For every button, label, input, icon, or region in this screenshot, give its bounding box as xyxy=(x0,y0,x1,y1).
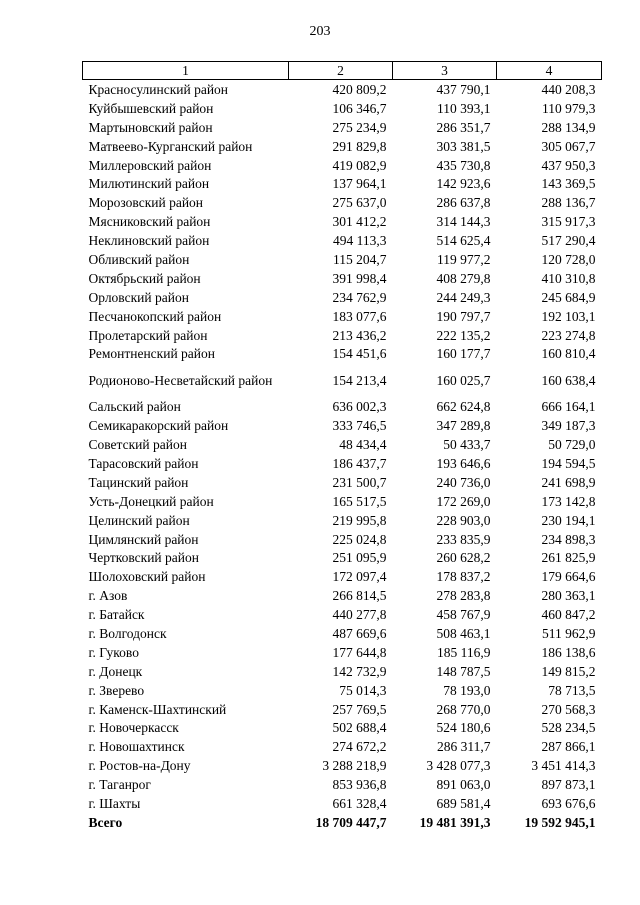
value-col-3: 193 646,6 xyxy=(436,455,491,471)
value-col-4: 3 451 414,3 xyxy=(531,758,596,774)
territory-name: Милютинский район xyxy=(88,176,210,192)
value-col-2: 440 277,8 xyxy=(332,607,387,623)
value-col-3: 119 977,2 xyxy=(437,251,491,267)
value-col-4: 897 873,1 xyxy=(541,777,596,793)
value-col-2: 251 095,9 xyxy=(332,550,387,566)
table-row xyxy=(83,397,602,416)
table-row xyxy=(83,454,602,473)
value-col-4: 270 568,3 xyxy=(541,701,596,717)
value-col-3: 185 116,9 xyxy=(437,644,491,660)
column-header-4: 4 xyxy=(497,62,602,80)
value-col-4: 288 134,9 xyxy=(541,119,596,135)
value-col-4: 528 234,5 xyxy=(541,720,596,736)
value-col-2: 420 809,2 xyxy=(332,81,387,97)
value-col-3: 50 433,7 xyxy=(443,437,491,453)
value-col-2: 257 769,5 xyxy=(332,701,387,717)
value-col-4: 693 676,6 xyxy=(541,796,596,811)
table-row xyxy=(83,326,602,345)
table-row xyxy=(83,700,602,719)
territory-name: г. Волгодонск xyxy=(88,625,167,641)
territory-name: г. Новочеркасск xyxy=(88,720,179,736)
table-row xyxy=(83,231,602,250)
value-col-3: 286 637,8 xyxy=(436,195,491,211)
territory-name: г. Новошахтинск xyxy=(88,739,185,755)
territory-name: Красносулинский район xyxy=(88,81,229,97)
value-col-2: 234 762,9 xyxy=(332,289,387,305)
territory-name: г. Донецк xyxy=(88,663,143,679)
value-col-4: 50 729,0 xyxy=(548,437,596,453)
value-col-4: 280 363,1 xyxy=(541,588,596,604)
value-col-2: 636 002,3 xyxy=(332,399,387,415)
total-row xyxy=(83,813,602,832)
table-row xyxy=(83,756,602,775)
table-header xyxy=(83,62,602,80)
value-col-3: 110 393,1 xyxy=(437,100,491,116)
value-col-3: 286 351,7 xyxy=(436,119,491,135)
value-col-3: 278 283,8 xyxy=(436,588,491,604)
territory-name: Ремонтненский район xyxy=(88,346,215,362)
table-row xyxy=(83,99,602,118)
value-col-4: 511 962,9 xyxy=(542,625,596,641)
header-row xyxy=(83,62,602,80)
value-col-3: 244 249,3 xyxy=(436,289,491,305)
value-col-2: 301 412,2 xyxy=(332,214,387,230)
value-col-2: 183 077,6 xyxy=(332,308,387,324)
value-col-3: 240 736,0 xyxy=(436,474,491,490)
territory-name: Сальский район xyxy=(88,399,181,415)
territory-name: Пролетарский район xyxy=(88,327,208,343)
table-row xyxy=(83,473,602,492)
value-col-2: 18 709 447,7 xyxy=(315,814,387,830)
value-col-3: 160 025,7 xyxy=(436,372,491,388)
value-col-4: 179 664,6 xyxy=(541,569,596,585)
value-col-2: 494 113,3 xyxy=(333,233,387,249)
value-col-4: 460 847,2 xyxy=(541,607,596,623)
table-row xyxy=(83,416,602,435)
territory-name: Песчанокопский район xyxy=(88,308,222,324)
table-row xyxy=(83,250,602,269)
territory-name: г. Каменск-Шахтинский xyxy=(88,701,227,717)
table-row xyxy=(83,137,602,156)
value-col-4: 186 138,6 xyxy=(541,644,596,660)
value-col-4: 192 103,1 xyxy=(541,308,596,324)
value-col-3: 514 625,4 xyxy=(436,233,491,249)
value-col-4: 120 728,0 xyxy=(541,251,596,267)
value-col-2: 661 328,4 xyxy=(332,796,387,811)
value-col-4: 143 369,5 xyxy=(541,176,596,192)
table-row xyxy=(83,118,602,137)
value-col-3: 142 923,6 xyxy=(436,176,491,192)
table-row xyxy=(83,156,602,175)
value-col-4: 288 136,7 xyxy=(541,195,596,211)
value-col-4: 19 592 945,1 xyxy=(524,814,596,830)
value-col-2: 177 644,8 xyxy=(332,644,387,660)
value-col-3: 891 063,0 xyxy=(436,777,491,793)
value-col-2: 419 082,9 xyxy=(332,157,387,173)
value-col-4: 230 194,1 xyxy=(541,512,596,528)
table-row xyxy=(83,775,602,794)
territory-name: Октябрьский район xyxy=(88,270,201,286)
table-row xyxy=(83,212,602,231)
column-header-2: 2 xyxy=(289,62,393,80)
value-col-3: 172 269,0 xyxy=(436,493,491,509)
value-col-4: 440 208,3 xyxy=(541,81,596,97)
value-col-2: 75 014,3 xyxy=(339,682,387,698)
value-col-4: 160 810,4 xyxy=(541,346,596,362)
territory-name: Морозовский район xyxy=(88,195,204,211)
value-col-2: 219 995,8 xyxy=(332,512,387,528)
table-row xyxy=(83,307,602,326)
territory-name: Тарасовский район xyxy=(88,455,199,471)
table-row xyxy=(83,269,602,288)
value-col-3: 314 144,3 xyxy=(436,214,491,230)
table-row xyxy=(83,681,602,700)
territory-name: г. Азов xyxy=(88,588,128,604)
table-row xyxy=(83,492,602,511)
value-col-4: 410 310,8 xyxy=(541,270,596,286)
value-col-4: 78 713,5 xyxy=(548,682,596,698)
page-number: 203 xyxy=(309,24,331,39)
value-col-4: 160 638,4 xyxy=(541,372,596,388)
column-header-1: 1 xyxy=(83,62,289,80)
table-row xyxy=(83,288,602,307)
value-col-3: 286 311,7 xyxy=(437,739,491,755)
value-col-2: 154 451,6 xyxy=(332,346,387,362)
value-col-4: 194 594,5 xyxy=(541,455,596,471)
territory-name: Цимлянский район xyxy=(88,531,199,547)
value-col-3: 458 767,9 xyxy=(436,607,491,623)
table-row xyxy=(83,794,602,813)
value-col-2: 172 097,4 xyxy=(332,569,387,585)
value-col-3: 268 770,0 xyxy=(436,701,491,717)
value-col-3: 160 177,7 xyxy=(436,346,491,362)
table-row xyxy=(83,363,602,397)
table-row xyxy=(83,193,602,212)
value-col-2: 853 936,8 xyxy=(332,777,387,793)
value-col-4: 437 950,3 xyxy=(541,157,596,173)
value-col-2: 275 234,9 xyxy=(332,119,387,135)
value-col-4: 223 274,8 xyxy=(541,327,596,343)
table-row xyxy=(83,624,602,643)
value-col-3: 408 279,8 xyxy=(436,270,491,286)
territory-name: г. Ростов-на-Дону xyxy=(88,758,191,774)
value-col-3: 222 135,2 xyxy=(436,327,491,343)
table-body xyxy=(83,80,602,832)
value-col-2: 165 517,5 xyxy=(332,493,387,509)
value-col-4: 517 290,4 xyxy=(541,233,596,249)
territory-name: Мартыновский район xyxy=(88,119,213,135)
value-col-3: 78 193,0 xyxy=(443,682,491,698)
value-col-4: 261 825,9 xyxy=(541,550,596,566)
value-col-2: 487 669,6 xyxy=(332,625,387,641)
value-col-2: 274 672,2 xyxy=(332,739,387,755)
territory-name: Целинский район xyxy=(88,512,190,528)
value-col-2: 391 998,4 xyxy=(332,270,387,286)
value-col-2: 3 288 218,9 xyxy=(322,758,387,774)
value-col-3: 435 730,8 xyxy=(436,157,491,173)
territory-name: Тацинский район xyxy=(88,474,189,490)
territory-name: Орловский район xyxy=(88,289,189,305)
value-col-4: 287 866,1 xyxy=(541,739,596,755)
value-col-3: 19 481 391,3 xyxy=(419,814,491,830)
value-col-2: 142 732,9 xyxy=(332,663,387,679)
value-col-2: 275 637,0 xyxy=(332,195,387,211)
value-col-3: 178 837,2 xyxy=(436,569,491,585)
budget-table xyxy=(82,61,602,832)
value-col-2: 291 829,8 xyxy=(332,138,387,154)
table-row xyxy=(83,586,602,605)
table-row xyxy=(83,174,602,193)
territory-name: Родионово-Несветайский район xyxy=(88,372,273,388)
table-row xyxy=(83,567,602,586)
value-col-3: 260 628,2 xyxy=(436,550,491,566)
value-col-2: 186 437,7 xyxy=(332,455,387,471)
table-row xyxy=(83,719,602,738)
value-col-2: 137 964,1 xyxy=(332,176,387,192)
territory-name: Куйбышевский район xyxy=(88,100,214,116)
value-col-4: 241 698,9 xyxy=(541,474,596,490)
value-col-4: 315 917,3 xyxy=(541,214,596,230)
value-col-2: 48 434,4 xyxy=(339,437,387,453)
territory-name: Усть-Донецкий район xyxy=(88,493,214,509)
value-col-4: 173 142,8 xyxy=(541,493,596,509)
value-col-3: 233 835,9 xyxy=(436,531,491,547)
territory-name: Миллеровский район xyxy=(88,157,212,173)
territory-name: г. Зверево xyxy=(88,682,145,698)
column-header-3: 3 xyxy=(393,62,497,80)
table-row xyxy=(83,662,602,681)
value-col-3: 303 381,5 xyxy=(436,138,491,154)
territory-name: г. Гуково xyxy=(88,644,139,660)
value-col-3: 689 581,4 xyxy=(436,796,491,811)
value-col-2: 154 213,4 xyxy=(332,372,387,388)
territory-name: Обливский район xyxy=(88,251,190,267)
territory-name: г. Шахты xyxy=(88,796,141,811)
value-col-2: 106 346,7 xyxy=(332,100,387,116)
value-col-4: 149 815,2 xyxy=(541,663,596,679)
table-row xyxy=(83,435,602,454)
value-col-3: 524 180,6 xyxy=(436,720,491,736)
value-col-3: 347 289,8 xyxy=(436,418,491,434)
table-row xyxy=(83,511,602,530)
table-row xyxy=(83,530,602,549)
table-row xyxy=(83,605,602,624)
value-col-2: 502 688,4 xyxy=(332,720,387,736)
value-col-2: 225 024,8 xyxy=(332,531,387,547)
table-row xyxy=(83,548,602,567)
value-col-2: 266 814,5 xyxy=(332,588,387,604)
value-col-4: 666 164,1 xyxy=(541,399,596,415)
territory-name: Советский район xyxy=(88,437,187,453)
value-col-3: 662 624,8 xyxy=(436,399,491,415)
value-col-3: 3 428 077,3 xyxy=(426,758,491,774)
value-col-3: 190 797,7 xyxy=(436,308,491,324)
value-col-3: 508 463,1 xyxy=(436,625,491,641)
table-row xyxy=(83,80,602,99)
territory-name: г. Батайск xyxy=(88,607,145,623)
table-row xyxy=(83,643,602,662)
value-col-4: 234 898,3 xyxy=(541,531,596,547)
table-row xyxy=(83,344,602,363)
value-col-4: 349 187,3 xyxy=(541,418,596,434)
territory-name: г. Таганрог xyxy=(88,777,151,793)
territory-name: Матвеево-Курганский район xyxy=(88,138,253,154)
territory-name: Неклиновский район xyxy=(88,233,210,249)
territory-name: Шолоховский район xyxy=(88,569,206,585)
value-col-2: 115 204,7 xyxy=(333,251,387,267)
value-col-4: 245 684,9 xyxy=(541,289,596,305)
value-col-2: 231 500,7 xyxy=(332,474,387,490)
value-col-4: 110 979,3 xyxy=(542,100,596,116)
territory-name: Всего xyxy=(88,814,123,830)
value-col-3: 228 903,0 xyxy=(436,512,491,528)
value-col-3: 148 787,5 xyxy=(436,663,491,679)
value-col-4: 305 067,7 xyxy=(541,138,596,154)
territory-name: Мясниковский район xyxy=(88,214,211,230)
value-col-2: 213 436,2 xyxy=(332,327,387,343)
value-col-3: 437 790,1 xyxy=(436,81,491,97)
territory-name: Чертковский район xyxy=(88,550,199,566)
value-col-2: 333 746,5 xyxy=(332,418,387,434)
territory-name: Семикаракорский район xyxy=(88,418,229,434)
table-row xyxy=(83,737,602,756)
